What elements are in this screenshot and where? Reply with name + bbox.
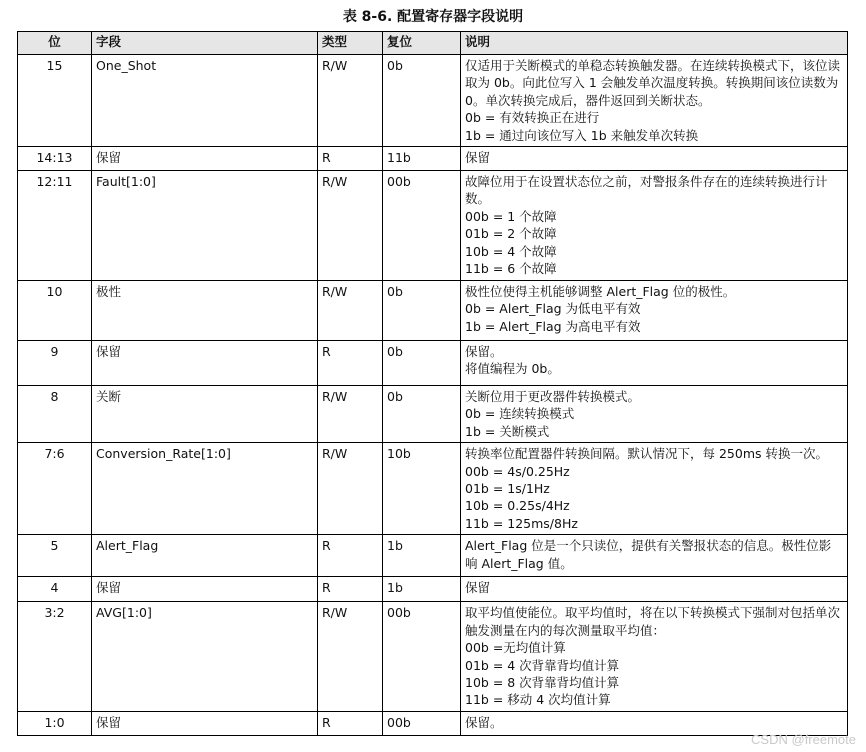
field-cell: Fault[1:0] (92, 171, 318, 281)
description-line: 10b = 0.25s/4Hz (465, 498, 570, 514)
field-cell: 保留 (92, 712, 318, 736)
reset-cell: 00b (383, 602, 461, 712)
description-line: 保留。 (465, 715, 503, 731)
reset-cell: 0b (383, 341, 461, 386)
header-type: 类型 (318, 32, 383, 55)
field-cell: 保留 (92, 341, 318, 386)
field-cell: 保留 (92, 577, 318, 602)
field-cell: AVG[1:0] (92, 602, 318, 712)
header-bit: 位 (18, 32, 92, 55)
type-cell: R (318, 712, 383, 736)
description-line: 极性位使得主机能够调整 Alert_Flag 位的极性。 (465, 284, 736, 300)
table-row (18, 281, 848, 341)
description-line: 关断位用于更改器件转换模式。 (465, 389, 641, 405)
description-line: 故障位用于在设置状态位之前，对警报条件存在的连续转换进行计数。 (465, 174, 828, 207)
bit-cell: 5 (18, 535, 92, 577)
type-cell: R/W (318, 386, 383, 443)
reset-cell: 0b (383, 386, 461, 443)
table-row (18, 55, 848, 147)
table-row (18, 602, 848, 712)
bit-cell: 3:2 (18, 602, 92, 712)
reset-cell: 0b (383, 281, 461, 341)
reset-cell: 0b (383, 55, 461, 147)
description-line: Alert_Flag 位是一个只读位，提供有关警报状态的信息。极性位影响 Alert_Flag 值。 (465, 538, 832, 571)
description-line: 0b = 连续转换模式 (465, 406, 575, 422)
description-line: 01b = 1s/1Hz (465, 481, 550, 497)
description-line: 00b =无均值计算 (465, 640, 566, 656)
reset-cell: 1b (383, 535, 461, 577)
bit-cell: 1:0 (18, 712, 92, 736)
description-line: 将值编程为 0b。 (465, 361, 560, 377)
field-cell: Conversion_Rate[1:0] (92, 443, 318, 535)
description-cell (461, 281, 848, 341)
description-line: 01b = 2 个故障 (465, 226, 557, 242)
table-row (18, 443, 848, 535)
field-cell: 保留 (92, 147, 318, 171)
bit-cell: 15 (18, 55, 92, 147)
table-row (18, 712, 848, 736)
description-line: 00b = 1 个故障 (465, 208, 557, 224)
description-line: 11b = 125ms/8Hz (465, 515, 578, 531)
bit-cell: 7:6 (18, 443, 92, 535)
description-cell (461, 55, 848, 147)
type-cell: R/W (318, 171, 383, 281)
description-cell (461, 341, 848, 386)
table-title: 表 8-6. 配置寄存器字段说明 (342, 9, 524, 25)
description-cell (461, 171, 848, 281)
description-cell (461, 577, 848, 602)
table-row (18, 171, 848, 281)
description-line: 1b = 关断模式 (465, 423, 550, 439)
description-cell (461, 602, 848, 712)
bit-cell: 4 (18, 577, 92, 602)
header-reset: 复位 (383, 32, 461, 55)
description-line: 10b = 8 次背靠背均值计算 (465, 674, 620, 690)
table-row (18, 535, 848, 577)
watermark: CSDN @freemote (751, 732, 856, 747)
description-line: 0b = Alert_Flag 为低电平有效 (465, 301, 641, 317)
type-cell: R (318, 341, 383, 386)
type-cell: R/W (318, 602, 383, 712)
field-cell: 极性 (92, 281, 318, 341)
field-cell: Alert_Flag (92, 535, 318, 577)
reset-cell: 10b (383, 443, 461, 535)
type-cell: R (318, 577, 383, 602)
description-line: 0b = 有效转换正在进行 (465, 110, 600, 126)
description-line: 11b = 6 个故障 (465, 261, 557, 277)
field-cell: 关断 (92, 386, 318, 443)
description-line: 保留。 (465, 344, 503, 360)
table-row (18, 386, 848, 443)
table-body (18, 55, 848, 736)
type-cell: R/W (318, 443, 383, 535)
description-line: 1b = Alert_Flag 为高电平有效 (465, 318, 641, 334)
description-line: 01b = 4 次背靠背均值计算 (465, 657, 620, 673)
bit-cell: 10 (18, 281, 92, 341)
bit-cell: 14:13 (18, 147, 92, 171)
table-row (18, 577, 848, 602)
type-cell: R (318, 535, 383, 577)
description-cell (461, 443, 848, 535)
reset-cell: 11b (383, 147, 461, 171)
table-row (18, 147, 848, 171)
description-cell (461, 147, 848, 171)
reset-cell: 1b (383, 577, 461, 602)
header-row (18, 32, 848, 55)
bit-cell: 8 (18, 386, 92, 443)
bit-cell: 12:11 (18, 171, 92, 281)
description-line: 00b = 4s/0.25Hz (465, 463, 570, 479)
type-cell: R/W (318, 55, 383, 147)
field-cell: One_Shot (92, 55, 318, 147)
bit-cell: 9 (18, 341, 92, 386)
reset-cell: 00b (383, 171, 461, 281)
description-line: 取平均值使能位。取平均值时，将在以下转换模式下强制对包括单次触发测量在内的每次测量取平均值： (465, 605, 841, 638)
header-description: 说明 (461, 32, 848, 55)
description-line: 转换率位配置器件转换间隔。默认情况下，每 250ms 转换一次。 (465, 446, 828, 462)
description-cell (461, 535, 848, 577)
type-cell: R/W (318, 281, 383, 341)
description-line: 11b = 移动 4 次均值计算 (465, 692, 611, 708)
description-line: 保留 (465, 150, 491, 166)
reset-cell: 00b (383, 712, 461, 736)
description-line: 保留 (465, 580, 491, 596)
register-field-table (17, 31, 848, 736)
description-line: 仅适用于关断模式的单稳态转换触发器。在连续转换模式下，该位读取为 0b。向此位写入 1 会触发单次温度转换。转换期间该位读数为 0。单次转换完成后，器件返回到关断状态。 (465, 58, 841, 108)
description-line: 1b = 通过向该位写入 1b 来触发单次转换 (465, 127, 699, 143)
table-row (18, 341, 848, 386)
type-cell: R (318, 147, 383, 171)
description-cell (461, 386, 848, 443)
header-field: 字段 (92, 32, 318, 55)
description-line: 10b = 4 个故障 (465, 243, 557, 259)
